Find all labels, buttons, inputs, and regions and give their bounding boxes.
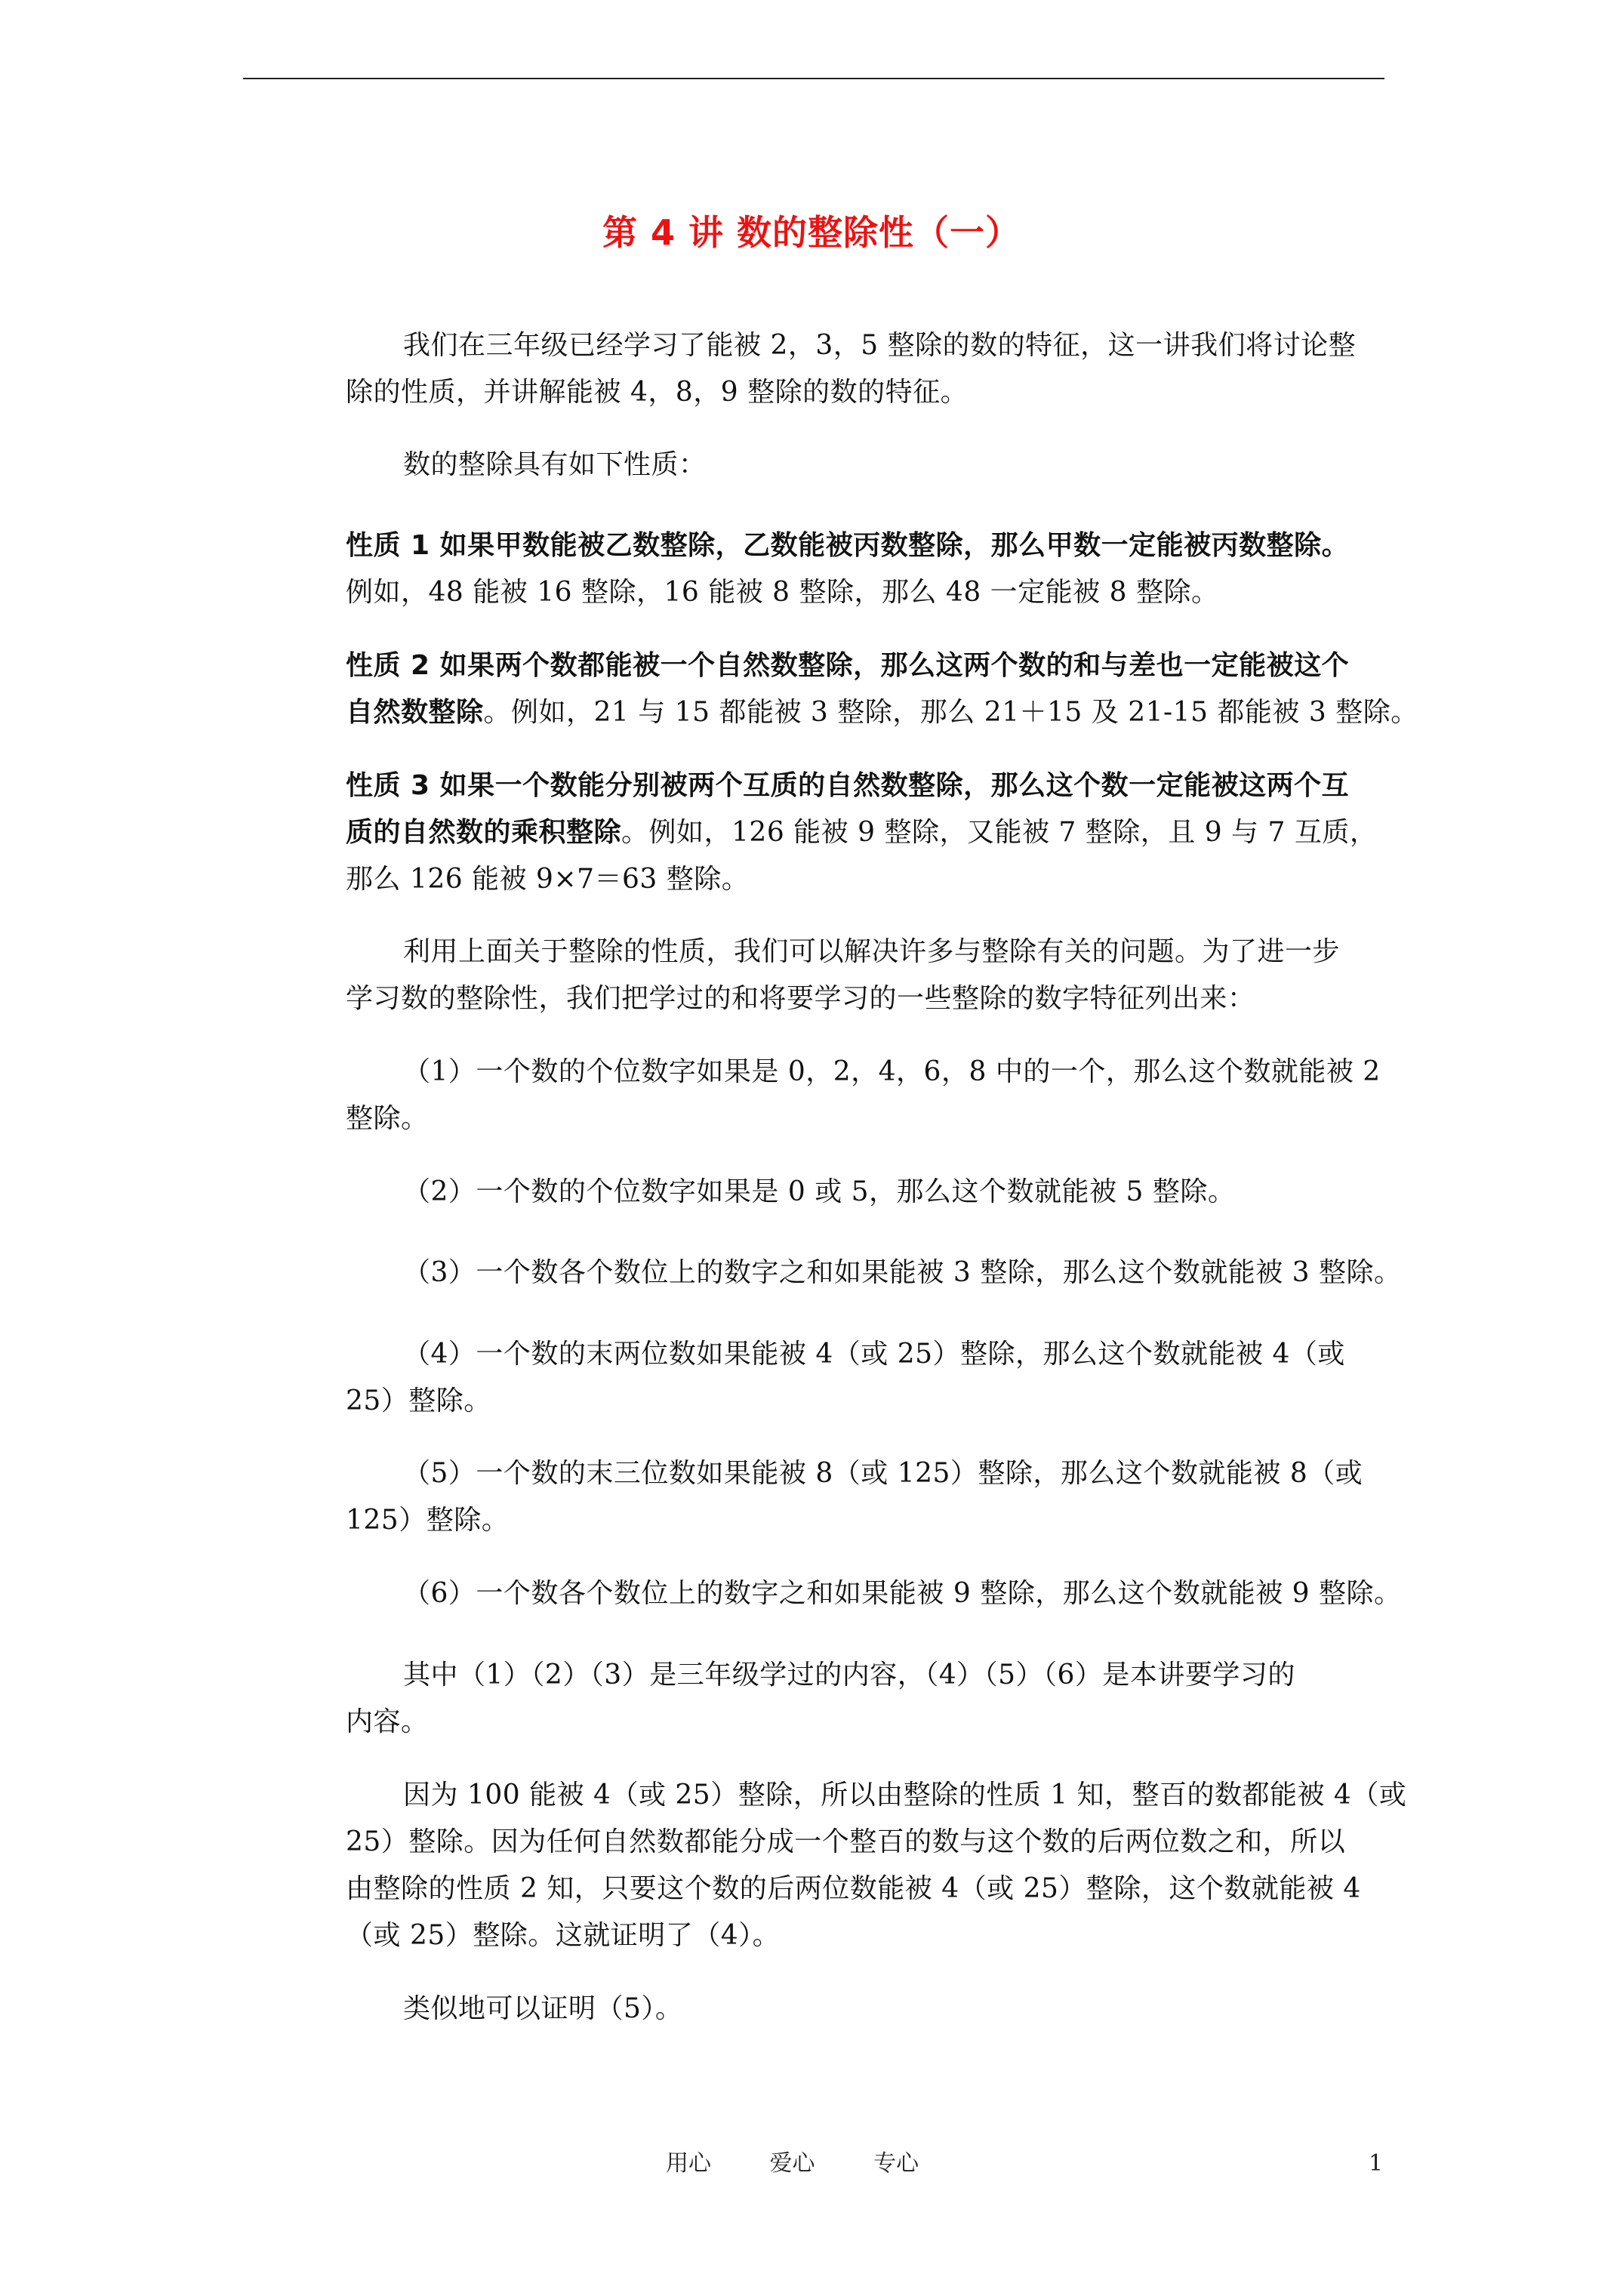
paragraph-line: （6）一个数各个数位上的数字之和如果能被 9 整除，那么这个数就能被 9 整除。 <box>403 1578 1402 1609</box>
paragraph-line: 25）整除。 <box>346 1385 491 1416</box>
property-1-paragraph <box>346 522 1403 616</box>
rule-1-item <box>346 1049 1403 1142</box>
similar-paragraph <box>346 1986 1403 2032</box>
note-paragraph <box>346 1652 1403 1746</box>
paragraph-line: 我们在三年级已经学习了能被 2，3，5 整除的数的特征，这一讲我们将讨论整 <box>403 330 1357 361</box>
property-statement-tail: 质的自然数的乘积整除 <box>346 817 622 848</box>
paragraph-line: （1）一个数的个位数字如果是 0，2，4，6，8 中的一个，那么这个数就能被 2 <box>403 1056 1381 1087</box>
footer-word: 爱心 <box>769 2150 815 2177</box>
proof-paragraph <box>346 1772 1407 1959</box>
rule-2-item <box>346 1169 1403 1216</box>
paragraph-line: 由整除的性质 2 知，只要这个数的后两位数能被 4（或 25）整除，这个数就能被 4 <box>346 1873 1361 1904</box>
intro-paragraph <box>346 322 1403 416</box>
paragraph-line: 利用上面关于整除的性质，我们可以解决许多与整除有关的问题。为了进一步 <box>403 936 1341 967</box>
property-2-paragraph <box>346 643 1418 736</box>
paragraph-line: 整除。 <box>346 1103 429 1134</box>
footer-word: 专心 <box>873 2150 919 2177</box>
rule-4-item <box>346 1331 1403 1425</box>
page-number: 1 <box>1369 2150 1384 2177</box>
property-3-paragraph <box>346 763 1403 903</box>
property-example: 。例如，126 能被 9 整除，又能被 7 整除，且 9 与 7 互质， <box>621 817 1378 848</box>
paragraph-line <box>346 689 1418 736</box>
property-statement-tail: 自然数整除 <box>346 697 484 728</box>
paragraph-line: 其中（1）（2）（3）是三年级学过的内容，（4）（5）（6）是本讲要学习的 <box>403 1660 1295 1690</box>
paragraph-line: 类似地可以证明（5）。 <box>403 1993 683 2024</box>
page-title: 第 4 讲 数的整除性（一） <box>602 212 1021 253</box>
paragraph-line: （4）一个数的末两位数如果能被 4（或 25）整除，那么这个数就能被 4（或 <box>403 1339 1345 1370</box>
paragraph-line: 内容。 <box>346 1706 429 1737</box>
footer-motto <box>666 2149 970 2179</box>
paragraph-line: （5）一个数的末三位数如果能被 8（或 125）整除，那么这个数就能被 8（或 <box>403 1458 1363 1489</box>
rule-3-item <box>346 1250 1403 1296</box>
paragraph-line <box>346 809 1403 856</box>
paragraph-line: 学习数的整除性，我们把学过的和将要学习的一些整除的数字特征列出来： <box>346 983 1255 1014</box>
rule-5-item <box>346 1450 1403 1544</box>
paragraph-line: 除的性质，并讲解能被 4，8，9 整除的数的特征。 <box>346 377 969 408</box>
usage-paragraph <box>346 929 1403 1022</box>
header-rule <box>243 78 1384 79</box>
paragraph-line: 因为 100 能被 4（或 25）整除，所以由整除的性质 1 知，整百的数都能被 4（或 <box>403 1780 1407 1811</box>
rule-6-item <box>346 1570 1403 1617</box>
paragraph-line: （3）一个数各个数位上的数字之和如果能被 3 整除，那么这个数就能被 3 整除。 <box>403 1257 1402 1288</box>
paragraph-line: 数的整除具有如下性质： <box>403 449 707 480</box>
paragraph-line: （或 25）整除。这就证明了（4）。 <box>346 1920 781 1951</box>
property-statement: 性质 3 如果一个数能分别被两个互质的自然数整除，那么这个数一定能被这两个互 <box>346 770 1350 801</box>
property-statement: 性质 2 如果两个数都能被一个自然数整除，那么这两个数的和与差也一定能被这个 <box>346 650 1350 681</box>
paragraph-line: （2）一个数的个位数字如果是 0 或 5，那么这个数就能被 5 整除。 <box>403 1176 1236 1207</box>
property-example: 例如，48 能被 16 整除，16 能被 8 整除，那么 48 一定能被 8 整除。 <box>346 577 1219 608</box>
property-example: 。例如，21 与 15 都能被 3 整除，那么 21＋15 及 21-15 都能被 3 整除。 <box>483 697 1418 728</box>
paragraph-line: 125）整除。 <box>346 1505 510 1536</box>
paragraph-line: 25）整除。因为任何自然数都能分成一个整百的数与这个数的后两位数之和，所以 <box>346 1826 1346 1857</box>
paragraph-line: 那么 126 能被 9×7＝63 整除。 <box>346 864 750 895</box>
property-statement: 性质 1 如果甲数能被乙数整除，乙数能被丙数整除，那么甲数一定能被丙数整除。 <box>346 530 1350 561</box>
footer-word: 用心 <box>666 2150 711 2177</box>
properties-lead-paragraph <box>346 442 1403 488</box>
